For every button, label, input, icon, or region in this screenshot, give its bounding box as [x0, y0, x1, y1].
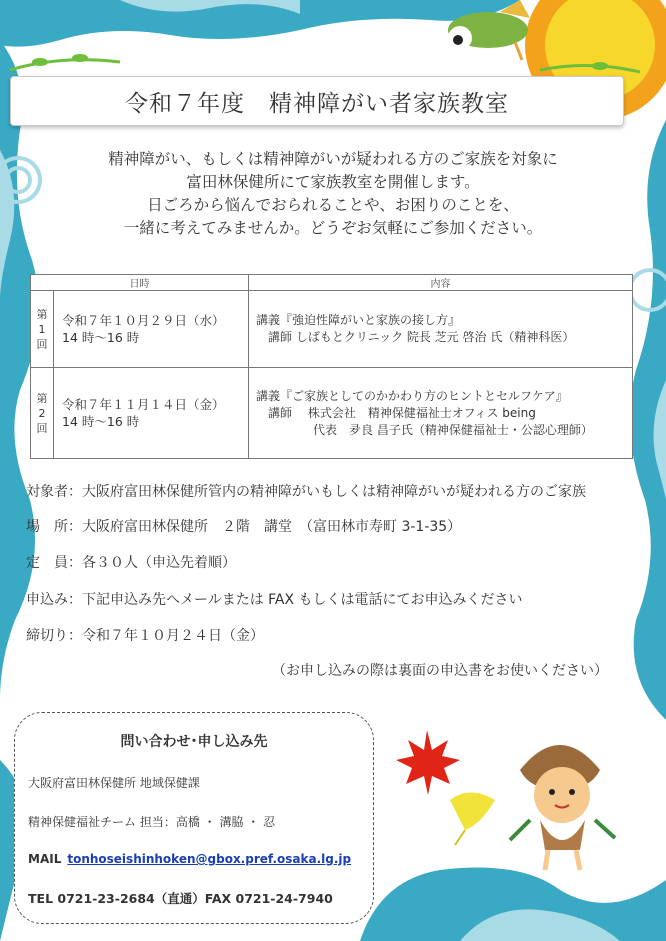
- session-datetime: [54, 368, 249, 459]
- maple-leaf-icon: [396, 730, 460, 795]
- ginkgo-leaf-icon: [450, 793, 495, 846]
- table-header-row: [31, 275, 633, 291]
- title-board: [10, 76, 624, 126]
- info-target: 対象者：大阪府富田林保健所管内の精神障がいもしくは精神障がいが疑われる方のご家族: [26, 484, 586, 500]
- session-content: [249, 368, 633, 459]
- contact-title: 問い合わせ･申し込み先: [120, 734, 268, 750]
- contact-tel: TEL 0721-23-2684（直通）FAX 0721-24-7940: [28, 891, 333, 906]
- table-row: [31, 291, 633, 368]
- lecture-title: 講義『強迫性障がいと家族の接し方』: [256, 313, 461, 327]
- session-number: 第 1 回: [31, 291, 54, 368]
- top-wave: [0, 0, 520, 47]
- session-number: 第 2 回: [31, 368, 54, 459]
- session-time: 14 時～16 時: [62, 330, 140, 345]
- info-apply: 申込み：下記申込み先へメールまたは FAX もしくは電話にてお申込みください: [26, 592, 523, 608]
- contact-org: 大阪府富田林保健所 地域保健課: [28, 776, 200, 790]
- session-time: 14 時～16 時: [62, 414, 140, 429]
- info-capacity: 定 員：各３０人（申込先着順）: [26, 555, 236, 571]
- session-date: 令和７年１１月１４日（金）: [62, 397, 225, 412]
- lecturer-detail: 代表 夛良 昌子氏（精神保健福祉士・公認心理師）: [313, 422, 593, 437]
- lecturer: 講師 しばもとクリニック 院長 芝元 啓治 氏（精神科医）: [268, 330, 575, 344]
- intro-text: [40, 148, 626, 240]
- intro-line: 精神障がい、もしくは精神障がいが疑われる方のご家族を対象に: [108, 150, 558, 168]
- info-place: 場 所：大阪府富田林保健所 ２階 講堂 （富田林市寿町 3-1-35）: [26, 519, 462, 535]
- acorn-character-icon: [510, 745, 615, 870]
- intro-line: 一緒に考えてみませんか。どうぞお気軽にご参加ください。: [123, 219, 543, 237]
- session-content: [249, 291, 633, 368]
- info-note: （お申し込みの際は裏面の申込書をお使いください）: [272, 663, 608, 679]
- mail-link[interactable]: tonhoseishinhoken@gbox.pref.osaka.lg.jp: [67, 852, 352, 866]
- header-content: 内容: [249, 275, 633, 291]
- intro-line: 富田林保健所にて家族教室を開催します。: [186, 173, 480, 191]
- intro-line: 日ごろから悩んでおられることや、お困りのことを、: [147, 196, 519, 214]
- lecture-title: 講義『ご家族としてのかかわり方のヒントとセルフケア』: [256, 388, 568, 403]
- mail-label: MAIL: [28, 852, 62, 866]
- session-datetime: [54, 291, 249, 368]
- contact-team: 精神保健福祉チーム 担当：高橋 ・ 溝脇 ・ 忍: [28, 815, 276, 829]
- page-title: 令和７年度 精神障がい者家族教室: [125, 90, 509, 117]
- contact-mail-line: [28, 852, 351, 866]
- contact-box: [14, 712, 374, 924]
- table-row: [31, 368, 633, 459]
- lecturer: 講師 株式会社 精神保健福祉士オフィス being: [268, 405, 536, 420]
- schedule-table: [30, 274, 633, 459]
- header-datetime: 日時: [31, 275, 249, 291]
- session-date: 令和７年１０月２９日（水）: [62, 313, 225, 328]
- info-deadline: 締切り：令和７年１０月２４日（金）: [26, 628, 264, 644]
